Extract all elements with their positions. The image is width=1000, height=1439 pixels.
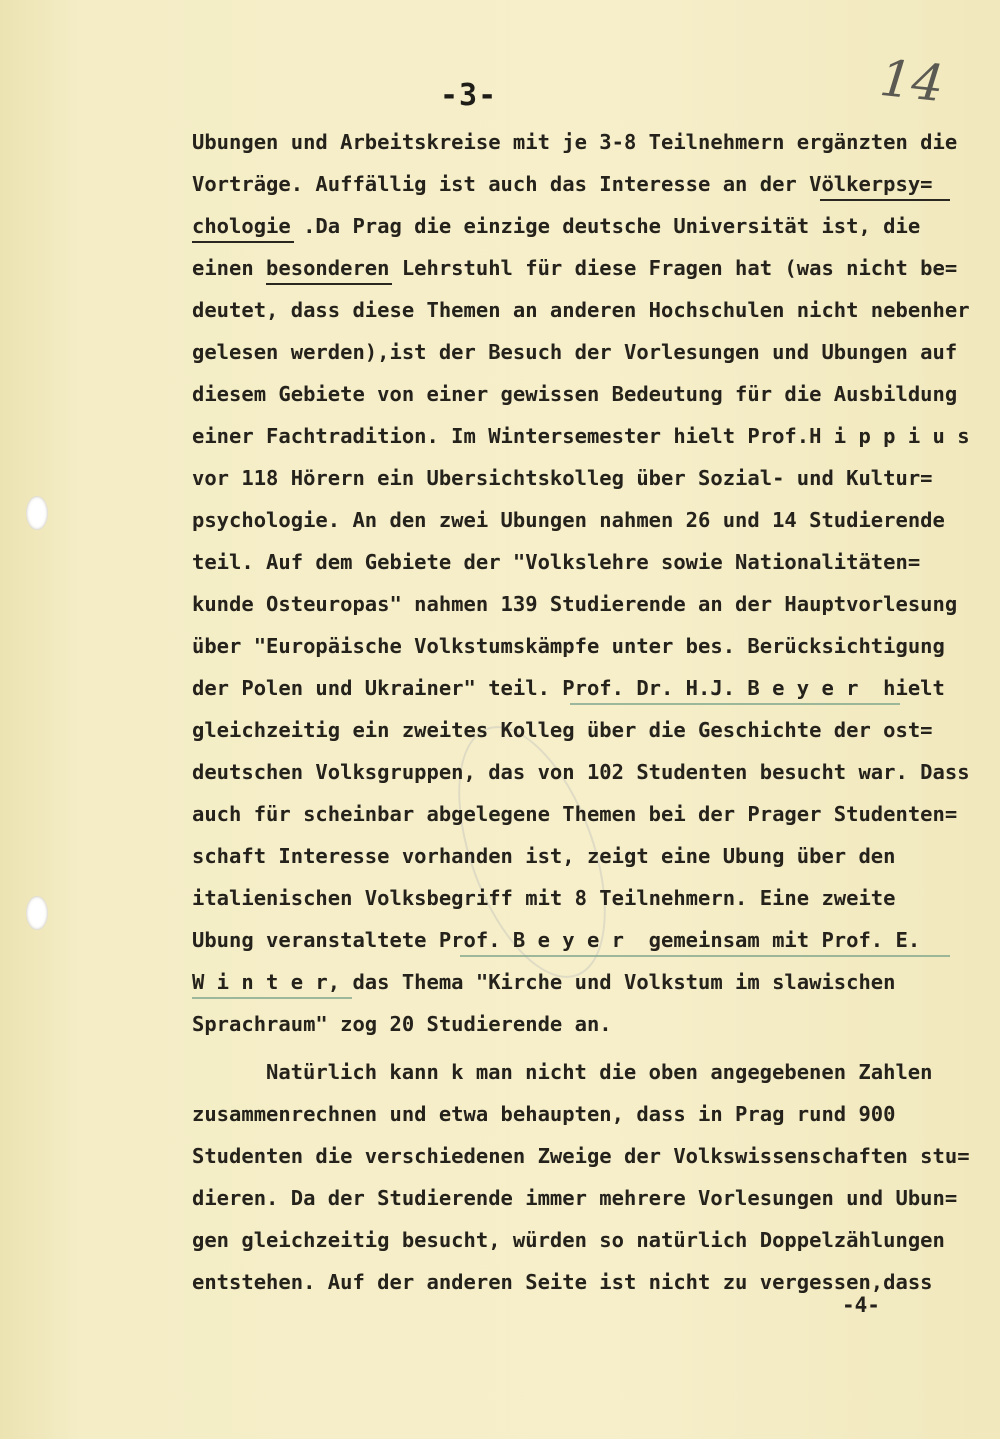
continuation-page-marker: -4- <box>842 1293 880 1317</box>
text-line: teil. Auf dem Gebiete der "Volkslehre sowie Nationalitäten= <box>192 550 921 574</box>
text-line: schaft Interesse vorhanden ist, zeigt eine Ubung über den <box>192 844 896 868</box>
text-line: kunde Osteuropas" nahmen 139 Studierende an der Hauptvorlesung <box>192 592 958 616</box>
text-line: Natürlich kann k man nicht die oben angegebenen Zahlen <box>266 1060 933 1084</box>
text-line: gen gleichzeitig besucht, würden so natürlich Doppelzählungen <box>192 1228 945 1252</box>
text-line: auch für scheinbar abgelegene Themen bei der Prager Studenten= <box>192 802 958 826</box>
text-line: einen besonderen Lehrstuhl für diese Fragen hat (was nicht be= <box>192 256 958 280</box>
text-line: zusammenrechnen und etwa behaupten, dass in Prag rund 900 <box>192 1102 896 1126</box>
text-line: Vorträge. Auffällig ist auch das Interesse an der Völkerpsy= <box>192 172 933 196</box>
text-line: chologie .Da Prag die einzige deutsche Universität ist, die <box>192 214 921 238</box>
page-number: -3- <box>440 78 498 113</box>
underline-voelkerpsy <box>820 199 950 201</box>
underline-besonderen <box>266 283 392 285</box>
text-line: Ubung veranstaltete Prof. B e y e r gemeinsam mit Prof. E. <box>192 928 921 952</box>
punch-hole-top <box>26 496 48 530</box>
text-line: vor 118 Hörern ein Ubersichtskolleg über Sozial- und Kultur= <box>192 466 933 490</box>
pencil-underline-beyer <box>570 703 900 705</box>
pencil-underline-beyer-2 <box>460 955 950 957</box>
text-line: der Polen und Ukrainer" teil. Prof. Dr. H.J. B e y e r hielt <box>192 676 945 700</box>
pencil-underline-winter <box>192 997 352 999</box>
text-line: gleichzeitig ein zweites Kolleg über die Geschichte der ost= <box>192 718 933 742</box>
handwritten-folio-number: 14 <box>877 48 947 114</box>
text-line: Sprachraum" zog 20 Studierende an. <box>192 1012 612 1036</box>
text-line: W i n t e r, das Thema "Kirche und Volkstum im slawischen <box>192 970 896 994</box>
text-line: diesem Gebiete von einer gewissen Bedeutung für die Ausbildung <box>192 382 958 406</box>
text-line: psychologie. An den zwei Ubungen nahmen 26 und 14 Studierende <box>192 508 945 532</box>
text-line: dieren. Da der Studierende immer mehrere Vorlesungen und Ubun= <box>192 1186 958 1210</box>
punch-hole-bottom <box>26 896 48 930</box>
text-line: Ubungen und Arbeitskreise mit je 3-8 Teilnehmern ergänzten die <box>192 130 958 154</box>
text-line: einer Fachtradition. Im Wintersemester hielt Prof.H i p p i u s <box>192 424 970 448</box>
text-line: Studenten die verschiedenen Zweige der Volkswissenschaften stu= <box>192 1144 970 1168</box>
text-line: deutet, dass diese Themen an anderen Hochschulen nicht nebenher <box>192 298 970 322</box>
text-line: deutschen Volksgruppen, das von 102 Studenten besucht war. Dass <box>192 760 970 784</box>
text-line: gelesen werden),ist der Besuch der Vorlesungen und Ubungen auf <box>192 340 958 364</box>
text-line: über "Europäische Volkstumskämpfe unter bes. Berücksichtigung <box>192 634 945 658</box>
underline-chologie <box>192 241 294 243</box>
text-line: entstehen. Auf der anderen Seite ist nicht zu vergessen,dass <box>192 1270 933 1294</box>
text-line: italienischen Volksbegriff mit 8 Teilnehmern. Eine zweite <box>192 886 896 910</box>
